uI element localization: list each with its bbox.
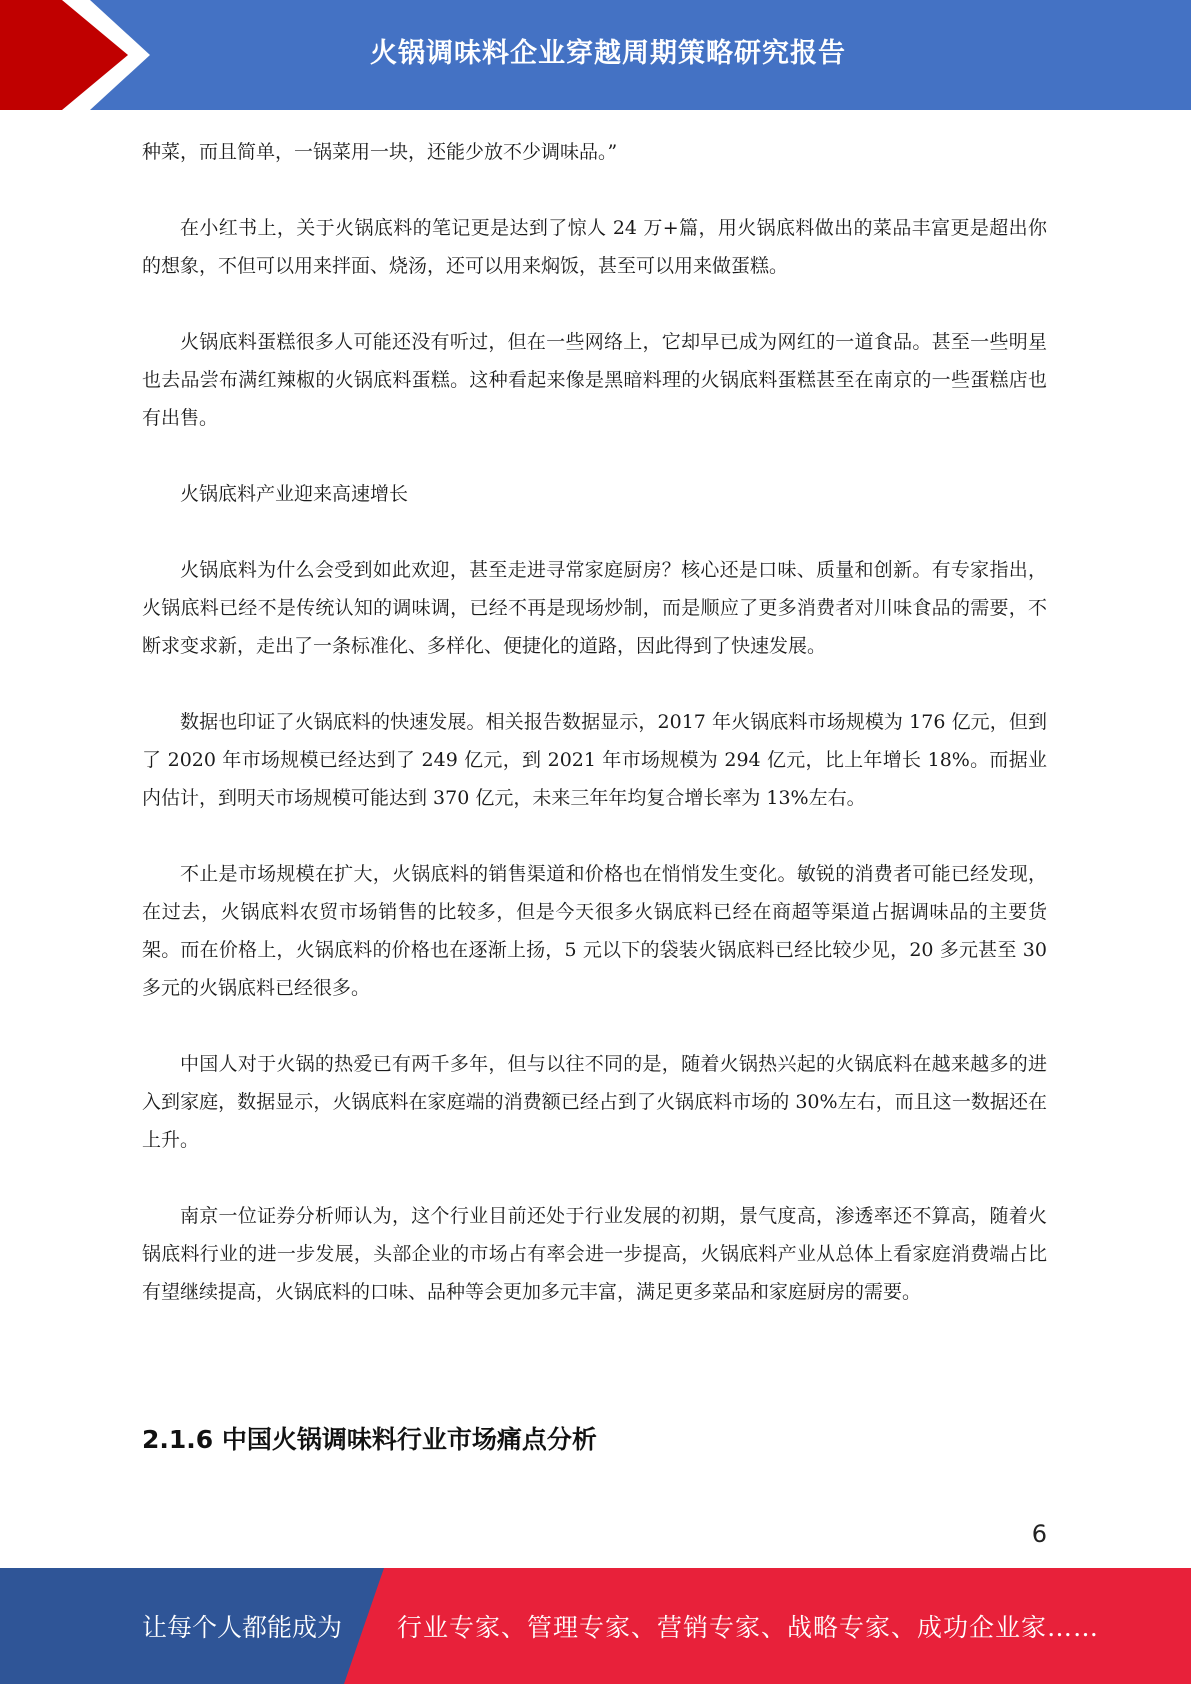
- paragraph: 南京一位证券分析师认为，这个行业目前还处于行业发展的初期，景气度高，渗透率还不算高，随着火锅底料行业的进一步发展，头部企业的市场占有率会进一步提高，火锅底料产业从总体上看家庭消费端占比有望继续提高，火锅底料的口味、品种等会更加多元丰富，满足更多菜品和家庭厨房的需要。: [142, 1205, 1047, 1303]
- paragraph: 数据也印证了火锅底料的快速发展。相关报告数据显示，2017 年火锅底料市场规模为 176 亿元，但到了 2020 年市场规模已经达到了 249 亿元，到 2021 年市场规模为 294 亿元，比上年增长 18%。而据业内估计，到明天市场规模可能达到 370 亿元，未来三年年均复合增长率为 13%左右。: [142, 711, 1047, 809]
- paragraph: 火锅底料为什么会受到如此欢迎，甚至走进寻常家庭厨房？核心还是口味、质量和创新。有专家指出，火锅底料已经不是传统认知的调味调，已经不再是现场炒制，而是顺应了更多消费者对川味食品的需要，不断求变求新，走出了一条标准化、多样化、便捷化的道路，因此得到了快速发展。: [142, 559, 1047, 657]
- paragraph: 火锅底料蛋糕很多人可能还没有听过，但在一些网络上，它却早已成为网红的一道食品。甚至一些明星也去品尝布满红辣椒的火锅底料蛋糕。这种看起来像是黑暗料理的火锅底料蛋糕甚至在南京的一些蛋糕店也有出售。: [142, 331, 1047, 429]
- page-number: 6: [1031, 1520, 1047, 1548]
- page-header: [0, 0, 1191, 110]
- body-text: [142, 133, 1047, 1349]
- footer-slogan-left: 让每个人都能成为: [142, 1613, 343, 1642]
- subheading-paragraph: 火锅底料产业迎来高速增长: [180, 483, 409, 505]
- report-title: 火锅调味料企业穿越周期策略研究报告: [370, 37, 846, 69]
- footer-slogan-right: 行业专家、管理专家、营销专家、战略专家、成功企业家……: [397, 1613, 1100, 1642]
- paragraph: 中国人对于火锅的热爱已有两千多年，但与以往不同的是，随着火锅热兴起的火锅底料在越来越多的进入到家庭，数据显示，火锅底料在家庭端的消费额已经占到了火锅底料市场的 30%左右，而且这一数据还在上升。: [142, 1053, 1047, 1151]
- paragraph: 在小红书上，关于火锅底料的笔记更是达到了惊人 24 万+篇，用火锅底料做出的菜品丰富更是超出你的想象，不但可以用来拌面、烧汤，还可以用来焖饭，甚至可以用来做蛋糕。: [142, 217, 1047, 277]
- section-heading: 2.1.6 中国火锅调味料行业市场痛点分析: [142, 1425, 597, 1454]
- paragraph: 不止是市场规模在扩大，火锅底料的销售渠道和价格也在悄悄发生变化。敏锐的消费者可能已经发现，在过去，火锅底料农贸市场销售的比较多，但是今天很多火锅底料已经在商超等渠道占据调味品的主要货架。而在价格上，火锅底料的价格也在逐渐上扬，5 元以下的袋装火锅底料已经比较少见，20 多元甚至 30 多元的火锅底料已经很多。: [142, 863, 1047, 999]
- page-footer: [0, 1568, 1191, 1684]
- paragraph: 种菜，而且简单，一锅菜用一块，还能少放不少调味品。”: [142, 141, 618, 163]
